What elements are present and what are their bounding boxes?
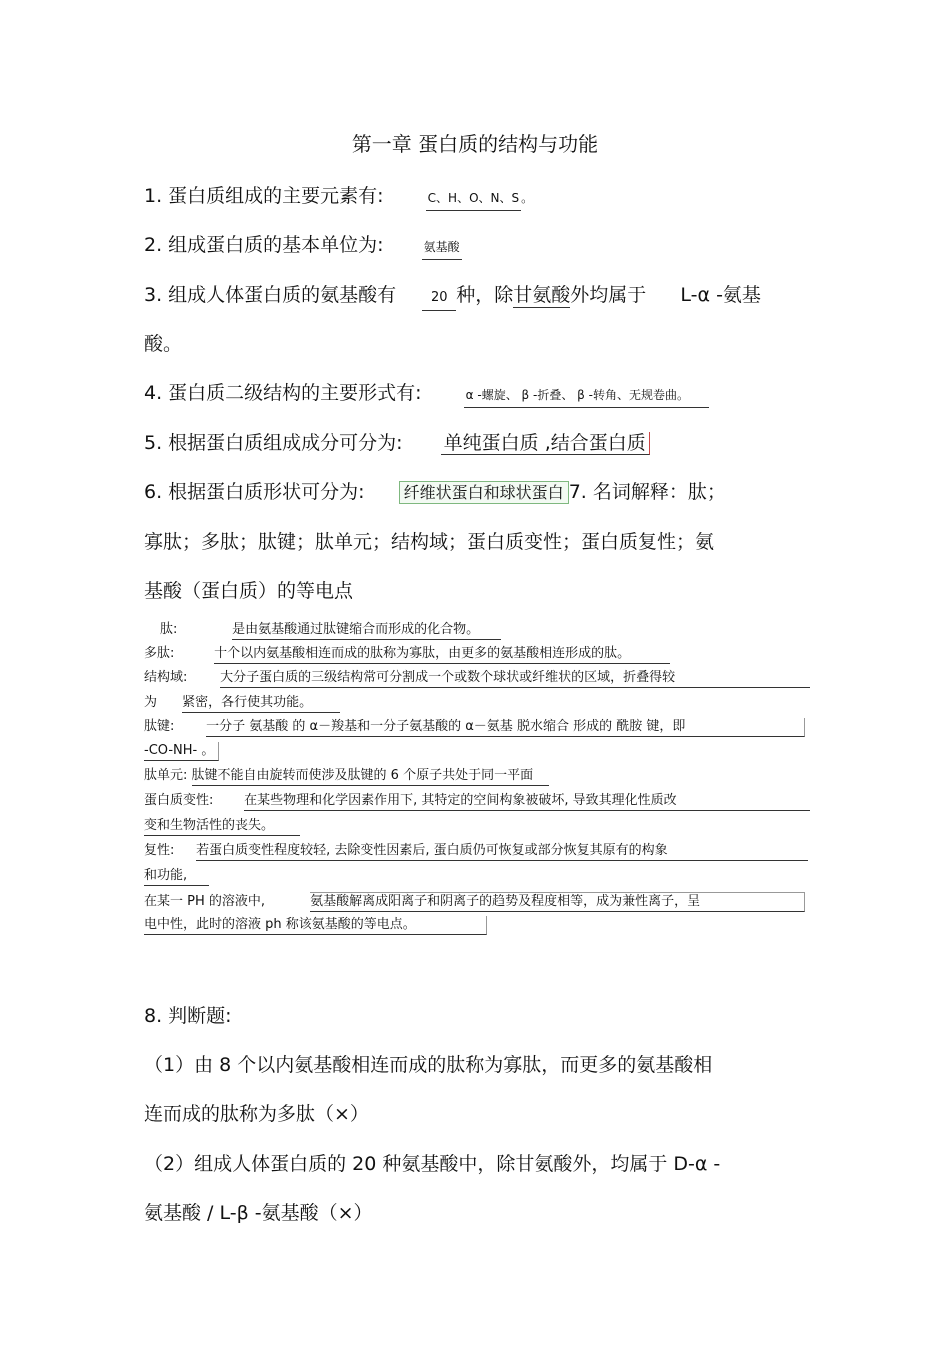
def-polypeptide bbox=[144, 645, 806, 664]
def-peptide-text: 是由氨基酸通过肽键缩合而形成的化合物。 bbox=[232, 621, 501, 640]
def-peptide-bond-label: 肽键: bbox=[144, 719, 175, 734]
def-peptide-unit bbox=[144, 767, 806, 786]
def-peptide-unit-text: 肽键不能自由旋转而使涉及肽键的 6 个原子共处于同一平面 bbox=[192, 767, 550, 786]
question-4 bbox=[144, 381, 806, 408]
def-denaturation-line2-text: 变和生物活性的丧失。 bbox=[144, 817, 300, 836]
question-1-text: 1. 蛋白质组成的主要元素有: bbox=[144, 185, 384, 207]
def-isoelectric-label: 在某一 PH 的溶液中, bbox=[144, 894, 266, 909]
question-3 bbox=[144, 283, 806, 311]
def-domain-line1 bbox=[144, 669, 806, 688]
def-domain-text: 大分子蛋白质的三级结构常可分割成一个或数个球状或纤维状的区域，折叠得较 bbox=[220, 669, 810, 688]
question-8-item1-line1: （1）由 8 个以内氨基酸相连而成的肽称为寡肽，而更多的氨基酸相 bbox=[144, 1054, 713, 1076]
def-domain-line2-label: 为 bbox=[144, 695, 158, 710]
def-isoelectric-text: 氨基酸解离成阳离子和阴离子的趋势及程度相等，成为兼性离子，呈 bbox=[310, 892, 805, 912]
question-8-item2-line2: 氨基酸 / L-β -氨基酸（×） bbox=[144, 1202, 373, 1224]
question-1-answer: C、H、O、N、S bbox=[426, 186, 521, 211]
question-3-line2: 酸。 bbox=[144, 333, 183, 355]
question-2-answer: 氨基酸 bbox=[422, 235, 462, 260]
def-polypeptide-text: 十个以内氨基酸相连而成的肽称为寡肽，由更多的氨基酸相连形成的肽。 bbox=[214, 645, 670, 664]
question-6-answer: 纤维状蛋白和球状蛋白 bbox=[399, 481, 569, 504]
def-domain-line2-text: 紧密，各行使其功能。 bbox=[182, 694, 340, 713]
question-8-item1-line2: 连而成的肽称为多肽（×） bbox=[144, 1103, 369, 1125]
def-peptide-bond-text: 一分子 氨基酸 的 α－羧基和一分子氨基酸的 α－氨基 脱水缩合 形成的 酰胺 键，即 bbox=[206, 718, 805, 737]
def-renaturation-label: 复性: bbox=[144, 843, 175, 858]
question-4-text: 4. 蛋白质二级结构的主要形式有: bbox=[144, 382, 422, 404]
def-peptide-bond-line2 bbox=[144, 742, 806, 761]
question-5-text: 5. 根据蛋白质组成成分可分为: bbox=[144, 432, 403, 454]
question-6 bbox=[144, 480, 806, 505]
def-peptide-unit-label: 肽单元: bbox=[144, 768, 188, 783]
def-polypeptide-label: 多肽: bbox=[144, 646, 175, 661]
def-peptide-label: 肽: bbox=[160, 622, 178, 637]
def-domain-label: 结构域: bbox=[144, 670, 188, 685]
def-isoelectric-line2 bbox=[144, 916, 806, 935]
def-denaturation-line2 bbox=[144, 817, 806, 836]
question-3-answer: 20 bbox=[422, 286, 456, 311]
question-1 bbox=[144, 184, 806, 211]
question-7-line2: 寡肽；多肽；肽键；肽单元；结构域；蛋白质变性；蛋白质复性；氨 bbox=[144, 531, 715, 553]
question-3-mid: 种，除 bbox=[456, 284, 514, 306]
def-isoelectric-line2-text: 电中性，此时的溶液 ph 称该氨基酸的等电点。 bbox=[144, 916, 487, 935]
question-3-type: L-α -氨基 bbox=[680, 284, 761, 306]
question-1-suffix: 。 bbox=[521, 191, 534, 205]
question-2 bbox=[144, 233, 806, 260]
question-3-prefix: 3. 组成人体蛋白质的氨基酸有 bbox=[144, 284, 397, 306]
def-renaturation-line1 bbox=[144, 842, 806, 861]
question-8-item2-line1: （2）组成人体蛋白质的 20 种氨基酸中，除甘氨酸外，均属于 D-α - bbox=[144, 1153, 721, 1175]
chapter-title: 第一章 蛋白质的结构与功能 bbox=[351, 132, 599, 156]
def-denaturation-text: 在某些物理和化学因素作用下, 其特定的空间构象被破坏, 导致其理化性质改 bbox=[244, 792, 810, 811]
question-7-start: 7. 名词解释：肽； bbox=[568, 481, 726, 503]
def-denaturation-label: 蛋白质变性: bbox=[144, 793, 214, 808]
def-peptide-bond-line1 bbox=[144, 718, 806, 737]
question-4-answer: α -螺旋、 β -折叠、 β -转角、无规卷曲。 bbox=[464, 383, 709, 408]
def-isoelectric-line1 bbox=[144, 892, 806, 912]
question-5-answer: 单纯蛋白质 ,结合蛋白质 bbox=[441, 432, 650, 455]
def-renaturation-line2-text: 和功能, bbox=[144, 867, 209, 886]
def-peptide bbox=[144, 621, 806, 640]
question-5 bbox=[144, 431, 806, 455]
question-3-rest: 外均属于 bbox=[570, 284, 647, 306]
def-denaturation-line1 bbox=[144, 792, 806, 811]
question-2-text: 2. 组成蛋白质的基本单位为: bbox=[144, 234, 384, 256]
def-peptide-bond-line2-text: -CO-NH- 。 bbox=[144, 742, 219, 761]
question-8-title: 8. 判断题: bbox=[144, 1005, 232, 1027]
question-3-glycine: 甘氨酸 bbox=[513, 284, 571, 306]
question-6-text: 6. 根据蛋白质形状可分为: bbox=[144, 481, 365, 503]
def-domain-line2 bbox=[144, 694, 806, 713]
question-7-line3: 基酸（蛋白质）的等电点 bbox=[144, 580, 354, 602]
def-renaturation-line2 bbox=[144, 867, 806, 886]
def-renaturation-text: 若蛋白质变性程度较轻, 去除变性因素后, 蛋白质仍可恢复或部分恢复其原有的构象 bbox=[196, 842, 808, 861]
